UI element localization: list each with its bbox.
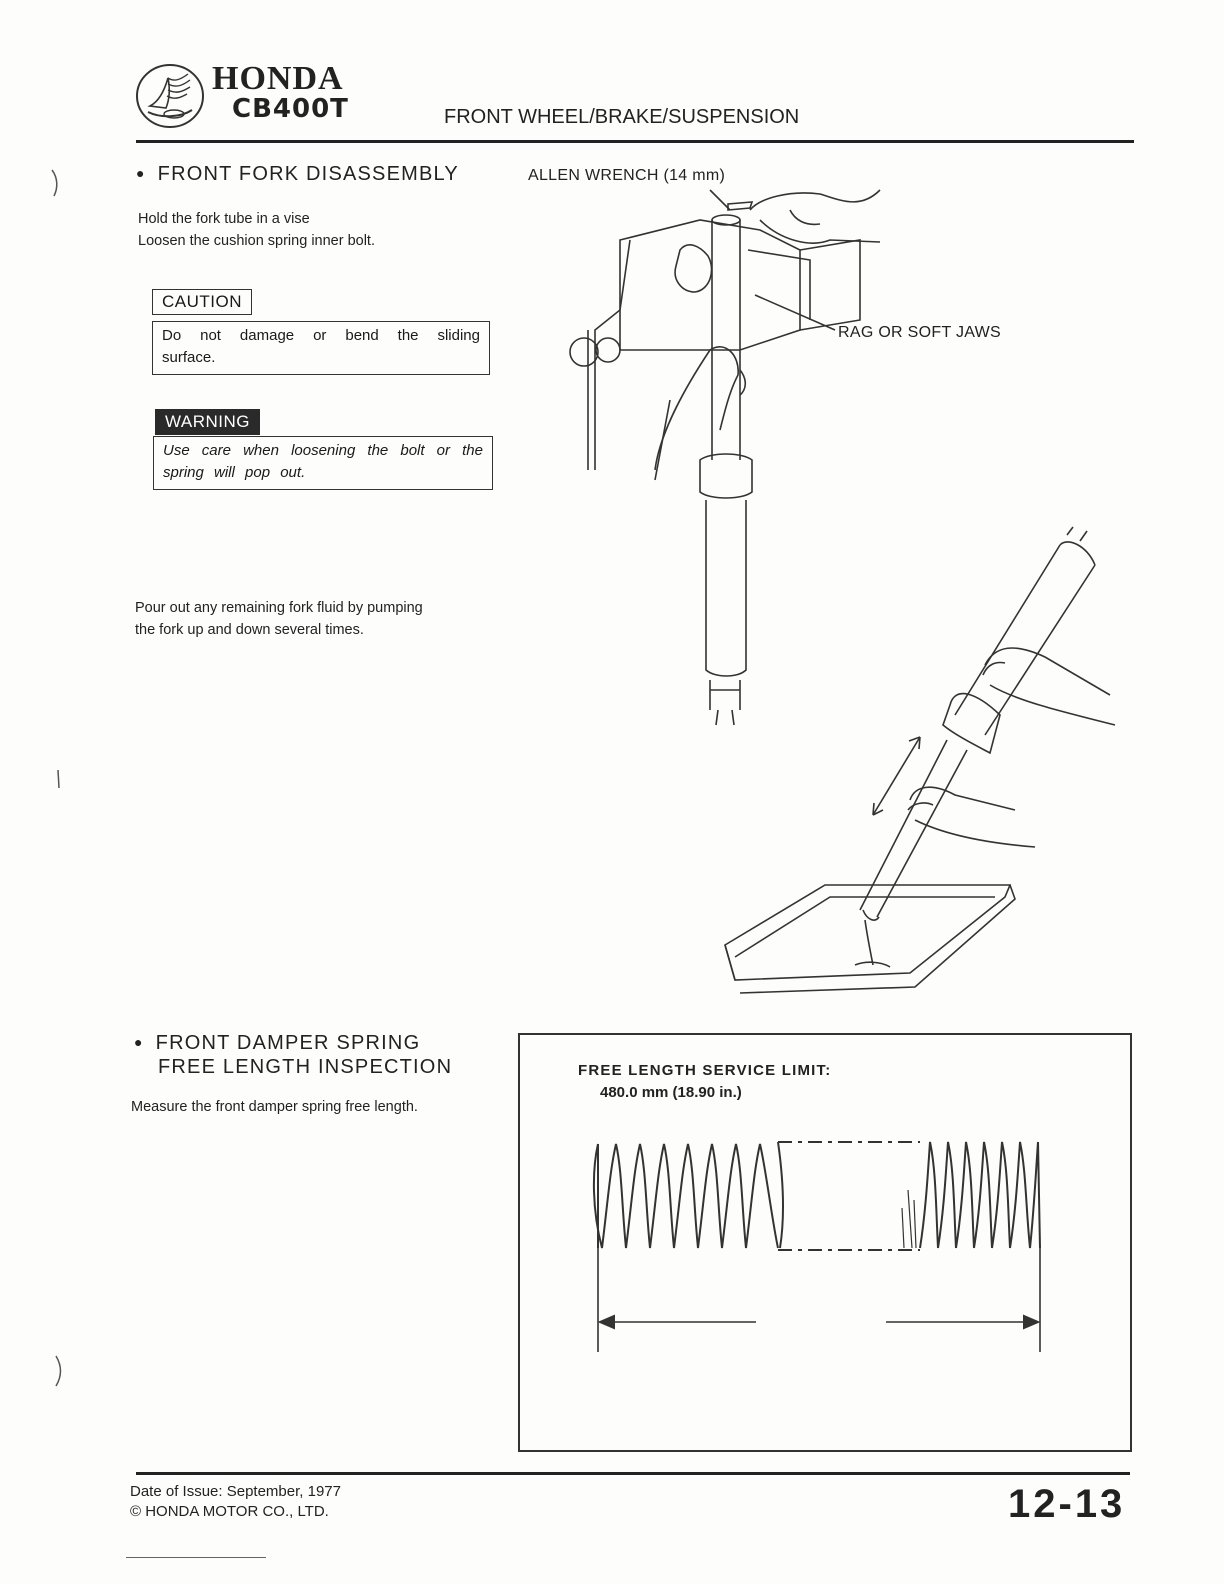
caution-label: CAUTION [152,289,252,315]
fork-pumping-illustration [715,525,1125,1005]
page-number: 12-13 [1008,1482,1126,1526]
instruction-line: the fork up and down several times. [135,622,364,638]
heading-line: FRONT DAMPER SPRING [155,1032,421,1054]
instruction-line: Pour out any remaining fork fluid by pumping [135,600,423,616]
copyright: © HONDA MOTOR CO., LTD. [130,1503,329,1520]
footer-left [130,1482,341,1522]
header-rule [136,140,1134,143]
honda-wing-logo [134,62,206,130]
instruction-text [138,208,375,252]
model-name: CB400T [232,94,349,124]
footer-rule [136,1472,1130,1475]
warning-label: WARNING [155,409,260,435]
bullet-icon: ● [136,165,146,181]
service-limit-title: FREE LENGTH SERVICE LIMIT: [578,1062,832,1079]
label-allen-wrench: ALLEN WRENCH (14 mm) [528,167,726,184]
heading-text: FRONT FORK DISASSEMBLY [157,163,459,185]
bullet-icon: ● [134,1034,144,1050]
label-rag-soft-jaws: RAG OR SOFT JAWS [838,324,1002,341]
margin-marks [28,160,78,1400]
page-section-title: FRONT WHEEL/BRAKE/SUSPENSION [444,106,800,128]
warning-text: Use care when loosening the bolt or the spring will pop out. [163,442,483,481]
instruction-line: Hold the fork tube in a vise [138,211,310,227]
service-limit-value: 480.0 mm (18.90 in.) [600,1084,742,1101]
pour-instruction [135,597,423,641]
section-heading-fork-disassembly [136,163,459,187]
heading-line: FREE LENGTH INSPECTION [158,1056,453,1078]
caution-box [152,321,490,375]
section-heading-damper-spring [134,1032,452,1079]
instruction-line: Loosen the cushion spring inner bolt. [138,233,375,249]
measure-instruction: Measure the front damper spring free length. [131,1099,418,1115]
blue-underline-mark [126,1557,266,1558]
caution-text: Do not damage or bend the sliding surface. [162,327,480,366]
issue-date: Date of Issue: September, 1977 [130,1483,341,1500]
warning-box [153,436,493,490]
brand-name: HONDA [212,60,344,97]
spring-free-length-diagram [590,1130,1060,1360]
